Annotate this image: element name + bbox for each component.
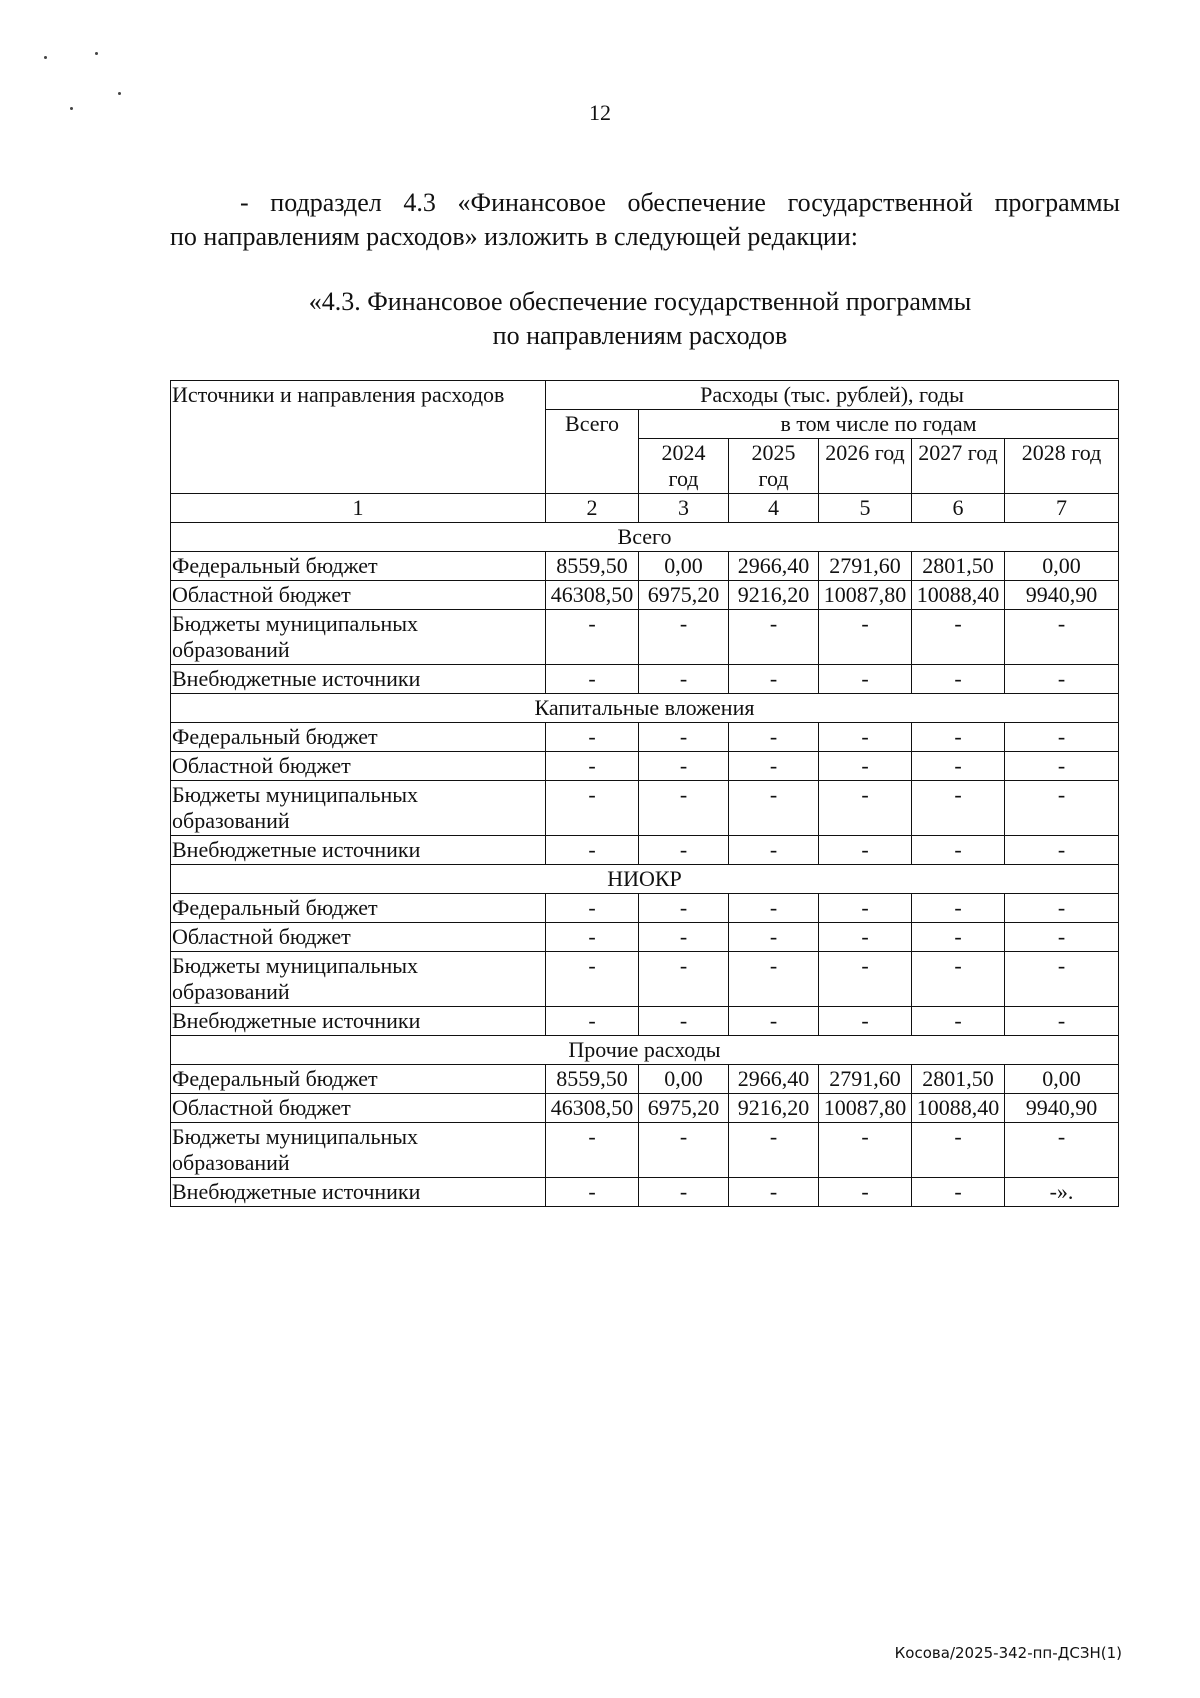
value-cell: 6975,20 — [639, 1094, 729, 1123]
source-name: Областной бюджет — [171, 752, 546, 781]
value-cell: - — [639, 952, 729, 1007]
value-cell: - — [729, 1123, 819, 1178]
value-cell: - — [1005, 1123, 1119, 1178]
value-cell: - — [729, 894, 819, 923]
source-name: Внебюджетные источники — [171, 1007, 546, 1036]
value-cell: 0,00 — [1005, 1065, 1119, 1094]
value-cell: - — [819, 781, 912, 836]
col-num: 1 — [171, 494, 546, 523]
value-cell: - — [546, 1178, 639, 1207]
value-cell: 2966,40 — [729, 1065, 819, 1094]
value-cell: - — [912, 752, 1005, 781]
section-row — [171, 1036, 1119, 1065]
col-num: 2 — [546, 494, 639, 523]
value-cell: - — [546, 723, 639, 752]
value-cell: - — [819, 610, 912, 665]
value-cell: - — [729, 665, 819, 694]
page-number: 12 — [589, 100, 611, 125]
section-heading — [0, 285, 1200, 353]
value-cell: 46308,50 — [546, 1094, 639, 1123]
value-cell: - — [912, 952, 1005, 1007]
source-name — [171, 1123, 546, 1178]
value-cell: - — [639, 781, 729, 836]
source-name: Внебюджетные источники — [171, 1178, 546, 1207]
header-total: Всего — [546, 410, 639, 494]
value-cell: -». — [1005, 1178, 1119, 1207]
value-cell: - — [546, 952, 639, 1007]
value-cell: 2801,50 — [912, 1065, 1005, 1094]
table-row — [171, 1178, 1119, 1207]
header-expenses: Расходы (тыс. рублей), годы — [546, 381, 1119, 410]
header-by-years: в том числе по годам — [639, 410, 1119, 439]
scan-speck — [70, 107, 73, 110]
value-cell: - — [1005, 752, 1119, 781]
value-cell: - — [1005, 952, 1119, 1007]
value-cell: - — [912, 923, 1005, 952]
value-cell: - — [729, 610, 819, 665]
value-cell: - — [729, 836, 819, 865]
table-row — [171, 894, 1119, 923]
value-cell: - — [546, 1007, 639, 1036]
heading-line-2: по направлениям расходов — [492, 321, 788, 350]
header-2024: 2024 год — [639, 439, 729, 494]
table-row — [171, 665, 1119, 694]
header-row-1 — [171, 381, 1119, 410]
value-cell: - — [729, 723, 819, 752]
source-name-line-2: образований — [172, 979, 290, 1004]
table-row — [171, 923, 1119, 952]
value-cell: - — [819, 952, 912, 1007]
section-row — [171, 523, 1119, 552]
source-name — [171, 781, 546, 836]
value-cell: 0,00 — [639, 552, 729, 581]
value-cell: - — [1005, 836, 1119, 865]
value-cell: - — [639, 894, 729, 923]
table-row — [171, 752, 1119, 781]
header-2025: 2025 год — [729, 439, 819, 494]
source-name: Областной бюджет — [171, 1094, 546, 1123]
value-cell: - — [639, 723, 729, 752]
value-cell: - — [639, 836, 729, 865]
value-cell: - — [819, 923, 912, 952]
value-cell: 2966,40 — [729, 552, 819, 581]
value-cell: 0,00 — [1005, 552, 1119, 581]
value-cell: 10088,40 — [912, 581, 1005, 610]
table-row — [171, 581, 1119, 610]
source-name: Федеральный бюджет — [171, 1065, 546, 1094]
value-cell: - — [729, 1178, 819, 1207]
source-name-line-1: Бюджеты муниципальных — [172, 1124, 419, 1149]
source-name: Федеральный бюджет — [171, 552, 546, 581]
header-sources: Источники и направления расходов — [171, 381, 546, 494]
section-row — [171, 865, 1119, 894]
column-number-row — [171, 494, 1119, 523]
value-cell: - — [912, 723, 1005, 752]
value-cell: - — [819, 1123, 912, 1178]
heading-line-1: «4.3. Финансовое обеспечение государственной программы — [308, 287, 972, 316]
value-cell: - — [912, 665, 1005, 694]
intro-line-1: - подраздел 4.3 «Финансовое обеспечение государственной программы — [240, 188, 1120, 217]
table-row — [171, 552, 1119, 581]
source-name-line-2: образований — [172, 637, 290, 662]
value-cell: 46308,50 — [546, 581, 639, 610]
col-num: 4 — [729, 494, 819, 523]
header-2027: 2027 год — [912, 439, 1005, 494]
value-cell: - — [546, 781, 639, 836]
value-cell: - — [912, 894, 1005, 923]
document-code: Косова/2025-342-пп-ДСЗН(1) — [894, 1644, 1122, 1662]
section-title: Всего — [171, 523, 1119, 552]
value-cell: - — [819, 665, 912, 694]
value-cell: - — [546, 923, 639, 952]
table-row — [171, 952, 1119, 1007]
value-cell: - — [819, 752, 912, 781]
value-cell: - — [546, 836, 639, 865]
value-cell: 10087,80 — [819, 581, 912, 610]
value-cell: - — [546, 1123, 639, 1178]
value-cell: - — [819, 1007, 912, 1036]
col-num: 7 — [1005, 494, 1119, 523]
value-cell: 10088,40 — [912, 1094, 1005, 1123]
value-cell: 6975,20 — [639, 581, 729, 610]
section-title: Капитальные вложения — [171, 694, 1119, 723]
source-name-line-1: Бюджеты муниципальных — [172, 953, 419, 978]
value-cell: - — [729, 752, 819, 781]
section-row — [171, 694, 1119, 723]
source-name-line-1: Бюджеты муниципальных — [172, 782, 419, 807]
header-2026: 2026 год — [819, 439, 912, 494]
value-cell: - — [729, 781, 819, 836]
value-cell: - — [546, 752, 639, 781]
source-name: Федеральный бюджет — [171, 894, 546, 923]
col-num: 5 — [819, 494, 912, 523]
col-num: 3 — [639, 494, 729, 523]
value-cell: - — [546, 610, 639, 665]
table-row — [171, 781, 1119, 836]
value-cell: - — [729, 923, 819, 952]
col-num: 6 — [912, 494, 1005, 523]
value-cell: - — [729, 1007, 819, 1036]
intro-paragraph — [170, 186, 1120, 254]
value-cell: - — [819, 1178, 912, 1207]
value-cell: 2791,60 — [819, 552, 912, 581]
scan-speck — [118, 92, 121, 95]
value-cell: - — [912, 781, 1005, 836]
scan-speck — [44, 56, 47, 59]
value-cell: - — [639, 1007, 729, 1036]
value-cell: - — [546, 894, 639, 923]
financing-table — [170, 380, 1119, 1207]
table-row — [171, 610, 1119, 665]
value-cell: - — [1005, 923, 1119, 952]
source-name-line-2: образований — [172, 808, 290, 833]
value-cell: - — [819, 836, 912, 865]
value-cell: 8559,50 — [546, 552, 639, 581]
value-cell: - — [639, 752, 729, 781]
value-cell: - — [912, 836, 1005, 865]
section-title: Прочие расходы — [171, 1036, 1119, 1065]
source-name: Внебюджетные источники — [171, 665, 546, 694]
value-cell: - — [819, 894, 912, 923]
value-cell: 8559,50 — [546, 1065, 639, 1094]
value-cell: - — [546, 665, 639, 694]
source-name-line-1: Бюджеты муниципальных — [172, 611, 419, 636]
value-cell: 9216,20 — [729, 581, 819, 610]
value-cell: - — [639, 923, 729, 952]
value-cell: - — [639, 665, 729, 694]
table-row — [171, 1065, 1119, 1094]
value-cell: 2791,60 — [819, 1065, 912, 1094]
value-cell: - — [1005, 665, 1119, 694]
value-cell: 2801,50 — [912, 552, 1005, 581]
value-cell: - — [912, 610, 1005, 665]
value-cell: - — [1005, 781, 1119, 836]
value-cell: - — [1005, 610, 1119, 665]
value-cell: - — [912, 1007, 1005, 1036]
value-cell: - — [819, 723, 912, 752]
source-name-line-2: образований — [172, 1150, 290, 1175]
source-name — [171, 952, 546, 1007]
value-cell: - — [1005, 1007, 1119, 1036]
source-name: Областной бюджет — [171, 923, 546, 952]
value-cell: - — [639, 1178, 729, 1207]
value-cell: - — [639, 1123, 729, 1178]
value-cell: 9940,90 — [1005, 581, 1119, 610]
table-row — [171, 1007, 1119, 1036]
value-cell: 0,00 — [639, 1065, 729, 1094]
table-row — [171, 836, 1119, 865]
table-row — [171, 1094, 1119, 1123]
table-row — [171, 723, 1119, 752]
value-cell: 10087,80 — [819, 1094, 912, 1123]
value-cell: 9940,90 — [1005, 1094, 1119, 1123]
source-name: Федеральный бюджет — [171, 723, 546, 752]
intro-line-2: по направлениям расходов» изложить в следующей редакции: — [170, 222, 858, 251]
source-name — [171, 610, 546, 665]
value-cell: - — [912, 1123, 1005, 1178]
value-cell: 9216,20 — [729, 1094, 819, 1123]
section-title: НИОКР — [171, 865, 1119, 894]
value-cell: - — [1005, 723, 1119, 752]
header-2028: 2028 год — [1005, 439, 1119, 494]
source-name: Внебюджетные источники — [171, 836, 546, 865]
scan-speck — [95, 52, 98, 55]
value-cell: - — [1005, 894, 1119, 923]
source-name: Областной бюджет — [171, 581, 546, 610]
value-cell: - — [639, 610, 729, 665]
value-cell: - — [912, 1178, 1005, 1207]
table-row — [171, 1123, 1119, 1178]
value-cell: - — [729, 952, 819, 1007]
